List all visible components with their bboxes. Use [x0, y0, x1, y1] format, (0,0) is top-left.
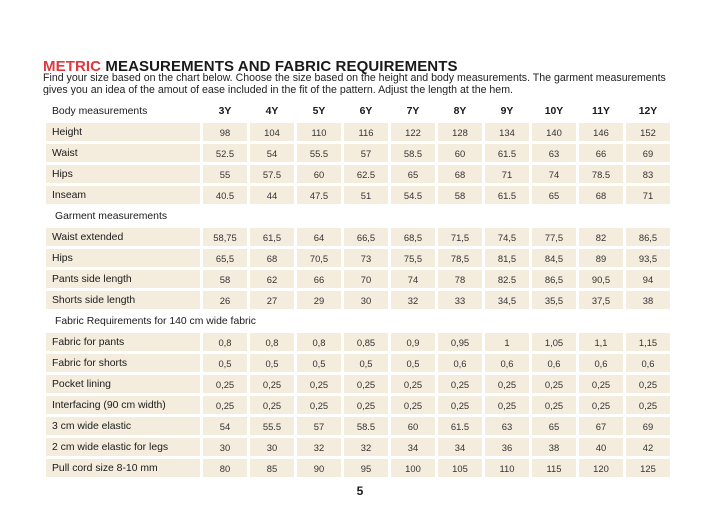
table-cell: 104	[250, 123, 294, 141]
table-cell: 0,85	[344, 333, 388, 351]
table-row	[46, 396, 670, 414]
table-cell: 152	[626, 123, 670, 141]
table-cell: 32	[297, 438, 341, 456]
table-cell: 110	[297, 123, 341, 141]
table-cell: 1,05	[532, 333, 576, 351]
table-cell: 68	[579, 186, 623, 204]
table-row	[46, 228, 670, 246]
table-row	[46, 270, 670, 288]
table-cell: 0,8	[297, 333, 341, 351]
table-cell: 78.5	[579, 165, 623, 183]
table-cell: 1,15	[626, 333, 670, 351]
size-header: 6Y	[359, 105, 373, 117]
table-cell: 65	[532, 186, 576, 204]
table-cell: 60	[297, 165, 341, 183]
table-cell: 30	[344, 291, 388, 309]
table-cell: 38	[532, 438, 576, 456]
table-cell: 55.5	[297, 144, 341, 162]
size-header: 7Y	[406, 105, 420, 117]
table-cell: 85	[250, 459, 294, 477]
size-header: 5Y	[312, 105, 326, 117]
table-cell: 0,25	[344, 375, 388, 393]
table-cell: 54	[203, 417, 247, 435]
table-cell: 63	[485, 417, 529, 435]
size-header: 12Y	[638, 105, 658, 117]
table-cell: 61.5	[485, 144, 529, 162]
table-cell: 0,6	[532, 354, 576, 372]
table-cell: 58	[203, 270, 247, 288]
table-cell: 34	[391, 438, 435, 456]
row-label: Hips	[46, 165, 200, 183]
table-cell: 0,25	[579, 375, 623, 393]
table-cell: 0,9	[391, 333, 435, 351]
size-header: 11Y	[592, 105, 610, 117]
page-number: 5	[356, 484, 364, 498]
table-cell: 62	[250, 270, 294, 288]
table-cell: 0,25	[438, 396, 482, 414]
table-cell: 66,5	[344, 228, 388, 246]
table-cell: 0,25	[626, 396, 670, 414]
table-cell: 47.5	[297, 186, 341, 204]
table-cell: 71	[626, 186, 670, 204]
table-cell: 90,5	[579, 270, 623, 288]
row-label: Fabric for pants	[46, 333, 200, 351]
table-cell: 0,25	[297, 375, 341, 393]
table-cell: 84,5	[532, 249, 576, 267]
table-cell: 40	[579, 438, 623, 456]
table-cell: 82	[579, 228, 623, 246]
table-cell: 0,5	[297, 354, 341, 372]
table-cell: 0,6	[485, 354, 529, 372]
table-row	[46, 438, 670, 456]
table-cell: 0,5	[391, 354, 435, 372]
table-cell: 58,75	[203, 228, 247, 246]
table-cell: 0,25	[203, 375, 247, 393]
table-cell: 70,5	[297, 249, 341, 267]
table-cell: 94	[626, 270, 670, 288]
table-cell: 105	[438, 459, 482, 477]
row-label: Waist	[46, 144, 200, 162]
table-cell: 122	[391, 123, 435, 141]
table-cell: 134	[485, 123, 529, 141]
table-cell: 61.5	[485, 186, 529, 204]
table-cell: 1	[485, 333, 529, 351]
table-cell: 0,8	[250, 333, 294, 351]
table-cell: 29	[297, 291, 341, 309]
table-cell: 86,5	[626, 228, 670, 246]
section-heading-body: Body measurements	[52, 105, 148, 117]
table-cell: 65	[391, 165, 435, 183]
table-cell: 0,8	[203, 333, 247, 351]
table-cell: 68,5	[391, 228, 435, 246]
table-row	[46, 123, 670, 141]
row-label: Waist extended	[46, 228, 200, 246]
table-cell: 66	[579, 144, 623, 162]
table-cell: 34,5	[485, 291, 529, 309]
table-cell: 62.5	[344, 165, 388, 183]
row-label: Hips	[46, 249, 200, 267]
section-heading-garment-row	[46, 207, 670, 225]
table-cell: 86,5	[532, 270, 576, 288]
table-cell: 30	[203, 438, 247, 456]
table-cell: 60	[438, 144, 482, 162]
table-cell: 75,5	[391, 249, 435, 267]
table-cell: 0,25	[203, 396, 247, 414]
size-header: 9Y	[500, 105, 514, 117]
table-cell: 110	[485, 459, 529, 477]
table-cell: 51	[344, 186, 388, 204]
table-cell: 55.5	[250, 417, 294, 435]
table-cell: 58	[438, 186, 482, 204]
table-cell: 0,6	[626, 354, 670, 372]
table-cell: 0,5	[203, 354, 247, 372]
table-cell: 0,25	[297, 396, 341, 414]
table-cell: 63	[532, 144, 576, 162]
table-cell: 58.5	[391, 144, 435, 162]
table-cell: 0,5	[344, 354, 388, 372]
table-cell: 0,25	[532, 396, 576, 414]
table-cell: 30	[250, 438, 294, 456]
table-cell: 35,5	[532, 291, 576, 309]
title-rest: MEASUREMENTS AND FABRIC REQUIREMENTS	[101, 58, 458, 75]
table-cell: 37,5	[579, 291, 623, 309]
table-cell: 74,5	[485, 228, 529, 246]
table-row	[46, 186, 670, 204]
section-heading-fabric-row	[46, 312, 670, 330]
table-row	[46, 375, 670, 393]
table-cell: 57	[344, 144, 388, 162]
row-label: Shorts side length	[46, 291, 200, 309]
table-cell: 140	[532, 123, 576, 141]
table-cell: 69	[626, 417, 670, 435]
table-row	[46, 354, 670, 372]
table-cell: 0,95	[438, 333, 482, 351]
size-chart-table	[43, 99, 673, 480]
size-header: 3Y	[218, 105, 232, 117]
row-label: Pants side length	[46, 270, 200, 288]
table-row	[46, 165, 670, 183]
table-cell: 33	[438, 291, 482, 309]
title-accent: METRIC	[43, 58, 102, 75]
table-cell: 40.5	[203, 186, 247, 204]
row-label: Fabric for shorts	[46, 354, 200, 372]
table-cell: 68	[438, 165, 482, 183]
table-cell: 66	[297, 270, 341, 288]
table-cell: 128	[438, 123, 482, 141]
table-row	[46, 417, 670, 435]
intro-text: Find your size based on the chart below. Choose the size based on the height and body measurements. The garment measurements gives you an idea of the amout of ease included in the fit of the pattern. Adjust the length at the hem.	[43, 73, 666, 95]
table-cell: 146	[579, 123, 623, 141]
table-cell: 125	[626, 459, 670, 477]
table-cell: 34	[438, 438, 482, 456]
table-cell: 115	[532, 459, 576, 477]
table-cell: 100	[391, 459, 435, 477]
table-row	[46, 249, 670, 267]
table-cell: 32	[391, 291, 435, 309]
table-cell: 98	[203, 123, 247, 141]
table-cell: 0,25	[391, 375, 435, 393]
row-label: Pocket lining	[46, 375, 200, 393]
table-cell: 54.5	[391, 186, 435, 204]
table-row	[46, 291, 670, 309]
table-cell: 89	[579, 249, 623, 267]
table-cell: 1,1	[579, 333, 623, 351]
table-cell: 81,5	[485, 249, 529, 267]
table-cell: 58.5	[344, 417, 388, 435]
table-cell: 44	[250, 186, 294, 204]
table-cell: 61,5	[250, 228, 294, 246]
row-label: 2 cm wide elastic for legs	[46, 438, 200, 456]
table-cell: 26	[203, 291, 247, 309]
table-cell: 77,5	[532, 228, 576, 246]
table-cell: 0,25	[485, 396, 529, 414]
table-cell: 70	[344, 270, 388, 288]
header-row	[46, 102, 670, 120]
table-cell: 0,25	[579, 396, 623, 414]
table-cell: 52.5	[203, 144, 247, 162]
table-cell: 0,6	[438, 354, 482, 372]
table-cell: 68	[250, 249, 294, 267]
table-cell: 42	[626, 438, 670, 456]
row-label: 3 cm wide elastic	[46, 417, 200, 435]
table-cell: 0,25	[626, 375, 670, 393]
table-cell: 55	[203, 165, 247, 183]
size-header: 10Y	[544, 105, 564, 117]
table-cell: 93,5	[626, 249, 670, 267]
section-heading-garment: Garment measurements	[55, 210, 168, 222]
table-cell: 74	[391, 270, 435, 288]
table-cell: 0,5	[250, 354, 294, 372]
table-cell: 65,5	[203, 249, 247, 267]
row-label: Interfacing (90 cm width)	[46, 396, 200, 414]
table-row	[46, 144, 670, 162]
table-cell: 0,25	[438, 375, 482, 393]
row-label: Inseam	[46, 186, 200, 204]
table-cell: 90	[297, 459, 341, 477]
table-cell: 0,25	[532, 375, 576, 393]
table-cell: 54	[250, 144, 294, 162]
table-cell: 80	[203, 459, 247, 477]
table-row	[46, 333, 670, 351]
row-label: Pull cord size 8-10 mm	[46, 459, 200, 477]
table-cell: 82.5	[485, 270, 529, 288]
table-cell: 67	[579, 417, 623, 435]
table-cell: 120	[579, 459, 623, 477]
table-cell: 27	[250, 291, 294, 309]
row-label: Height	[46, 123, 200, 141]
size-header: 4Y	[265, 105, 279, 117]
table-cell: 0,25	[344, 396, 388, 414]
table-cell: 74	[532, 165, 576, 183]
table-cell: 71	[485, 165, 529, 183]
table-cell: 83	[626, 165, 670, 183]
table-cell: 0,6	[579, 354, 623, 372]
table-cell: 78	[438, 270, 482, 288]
table-cell: 64	[297, 228, 341, 246]
table-cell: 116	[344, 123, 388, 141]
table-cell: 73	[344, 249, 388, 267]
table-cell: 32	[344, 438, 388, 456]
table-cell: 71,5	[438, 228, 482, 246]
table-row	[46, 459, 670, 477]
table-cell: 0,25	[250, 375, 294, 393]
size-header: 8Y	[453, 105, 467, 117]
table-cell: 95	[344, 459, 388, 477]
table-cell: 61.5	[438, 417, 482, 435]
table-cell: 38	[626, 291, 670, 309]
table-cell: 0,25	[250, 396, 294, 414]
table-cell: 78,5	[438, 249, 482, 267]
table-cell: 60	[391, 417, 435, 435]
table-cell: 36	[485, 438, 529, 456]
table-cell: 57	[297, 417, 341, 435]
table-cell: 65	[532, 417, 576, 435]
section-heading-fabric: Fabric Requirements for 140 cm wide fabric	[55, 315, 256, 327]
table-cell: 0,25	[391, 396, 435, 414]
table-cell: 69	[626, 144, 670, 162]
table-cell: 0,25	[485, 375, 529, 393]
table-cell: 57.5	[250, 165, 294, 183]
